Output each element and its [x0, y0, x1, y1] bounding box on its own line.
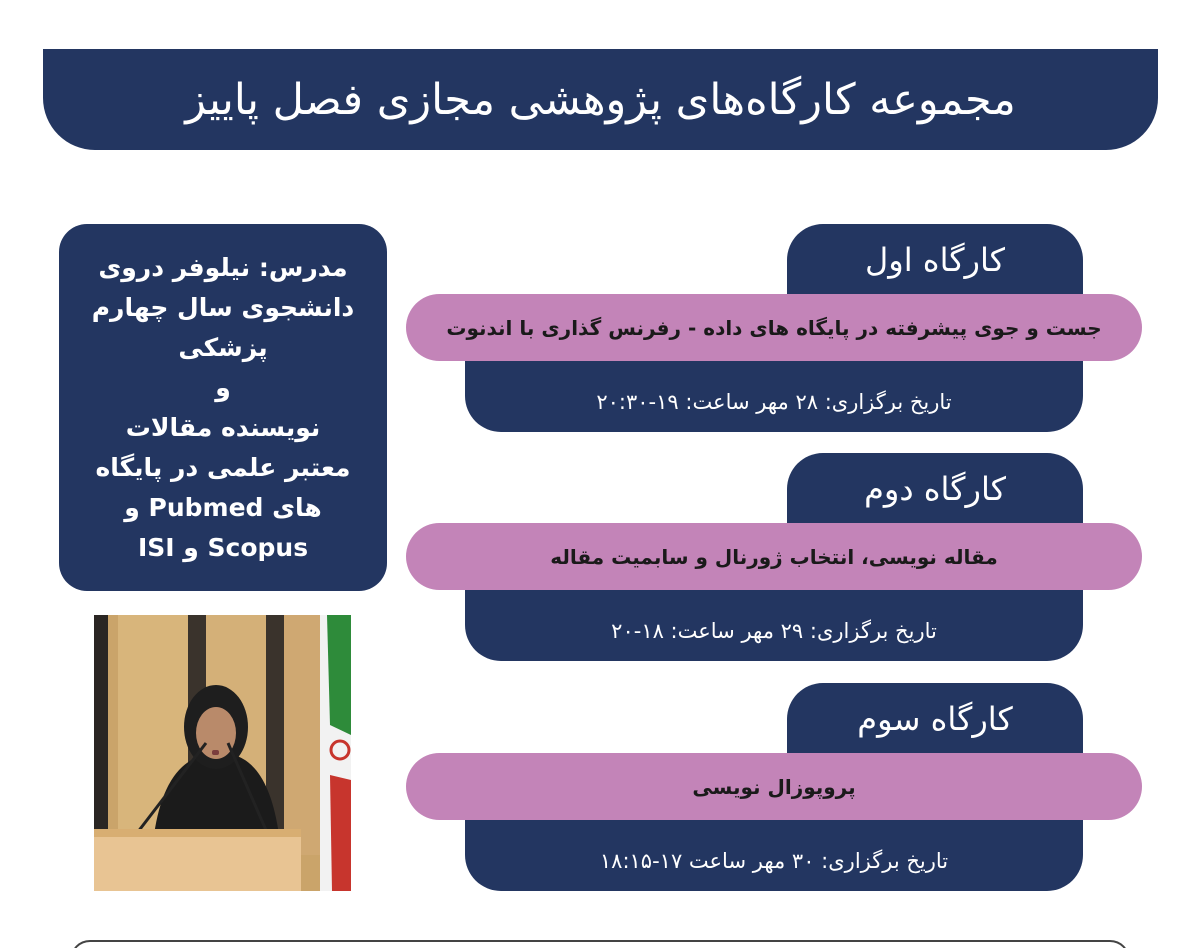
workshop-1-title: کارگاه اول — [787, 224, 1083, 296]
workshop-2-topic: مقاله نویسی، انتخاب ژورنال و سابمیت مقاله — [406, 523, 1142, 590]
page-title: مجموعه کارگاه‌های پژوهشی مجازی فصل پاییز — [185, 74, 1016, 125]
workshop-3-date: تاریخ برگزاری: ۳۰ مهر ساعت ۱۷-۱۸:۱۵ — [599, 849, 949, 873]
workshop-2-date: تاریخ برگزاری: ۲۹ مهر ساعت: ۱۸-۲۰ — [611, 619, 937, 643]
instructor-detail: و — [215, 372, 231, 402]
instructor-photo — [94, 615, 351, 891]
instructor-detail: پزشکی — [178, 332, 268, 362]
workshop-2-title: کارگاه دوم — [787, 453, 1083, 525]
instructor-detail: های Pubmed و — [124, 492, 322, 522]
workshop-1-date: تاریخ برگزاری: ۲۸ مهر ساعت: ۱۹-۲۰:۳۰ — [596, 390, 952, 414]
instructor-detail: Scopus و ISI — [137, 532, 309, 562]
instructor-detail: معتبر علمی در پایگاه — [95, 452, 351, 482]
footer-frame — [70, 940, 1130, 948]
instructor-card — [59, 224, 387, 591]
instructor-name: مدرس: نیلوفر دروی — [98, 252, 348, 282]
instructor-detail: دانشجوی سال چهارم — [91, 292, 355, 322]
instructor-detail: نویسنده مقالات — [125, 412, 321, 442]
workshop-1-topic: جست و جوی پیشرفته در پایگاه های داده - رفرنس گذاری با اندنوت — [406, 294, 1142, 361]
header-banner — [43, 49, 1158, 150]
workshop-3-title: کارگاه سوم — [787, 683, 1083, 755]
workshop-3-topic: پروپوزال نویسی — [406, 753, 1142, 820]
